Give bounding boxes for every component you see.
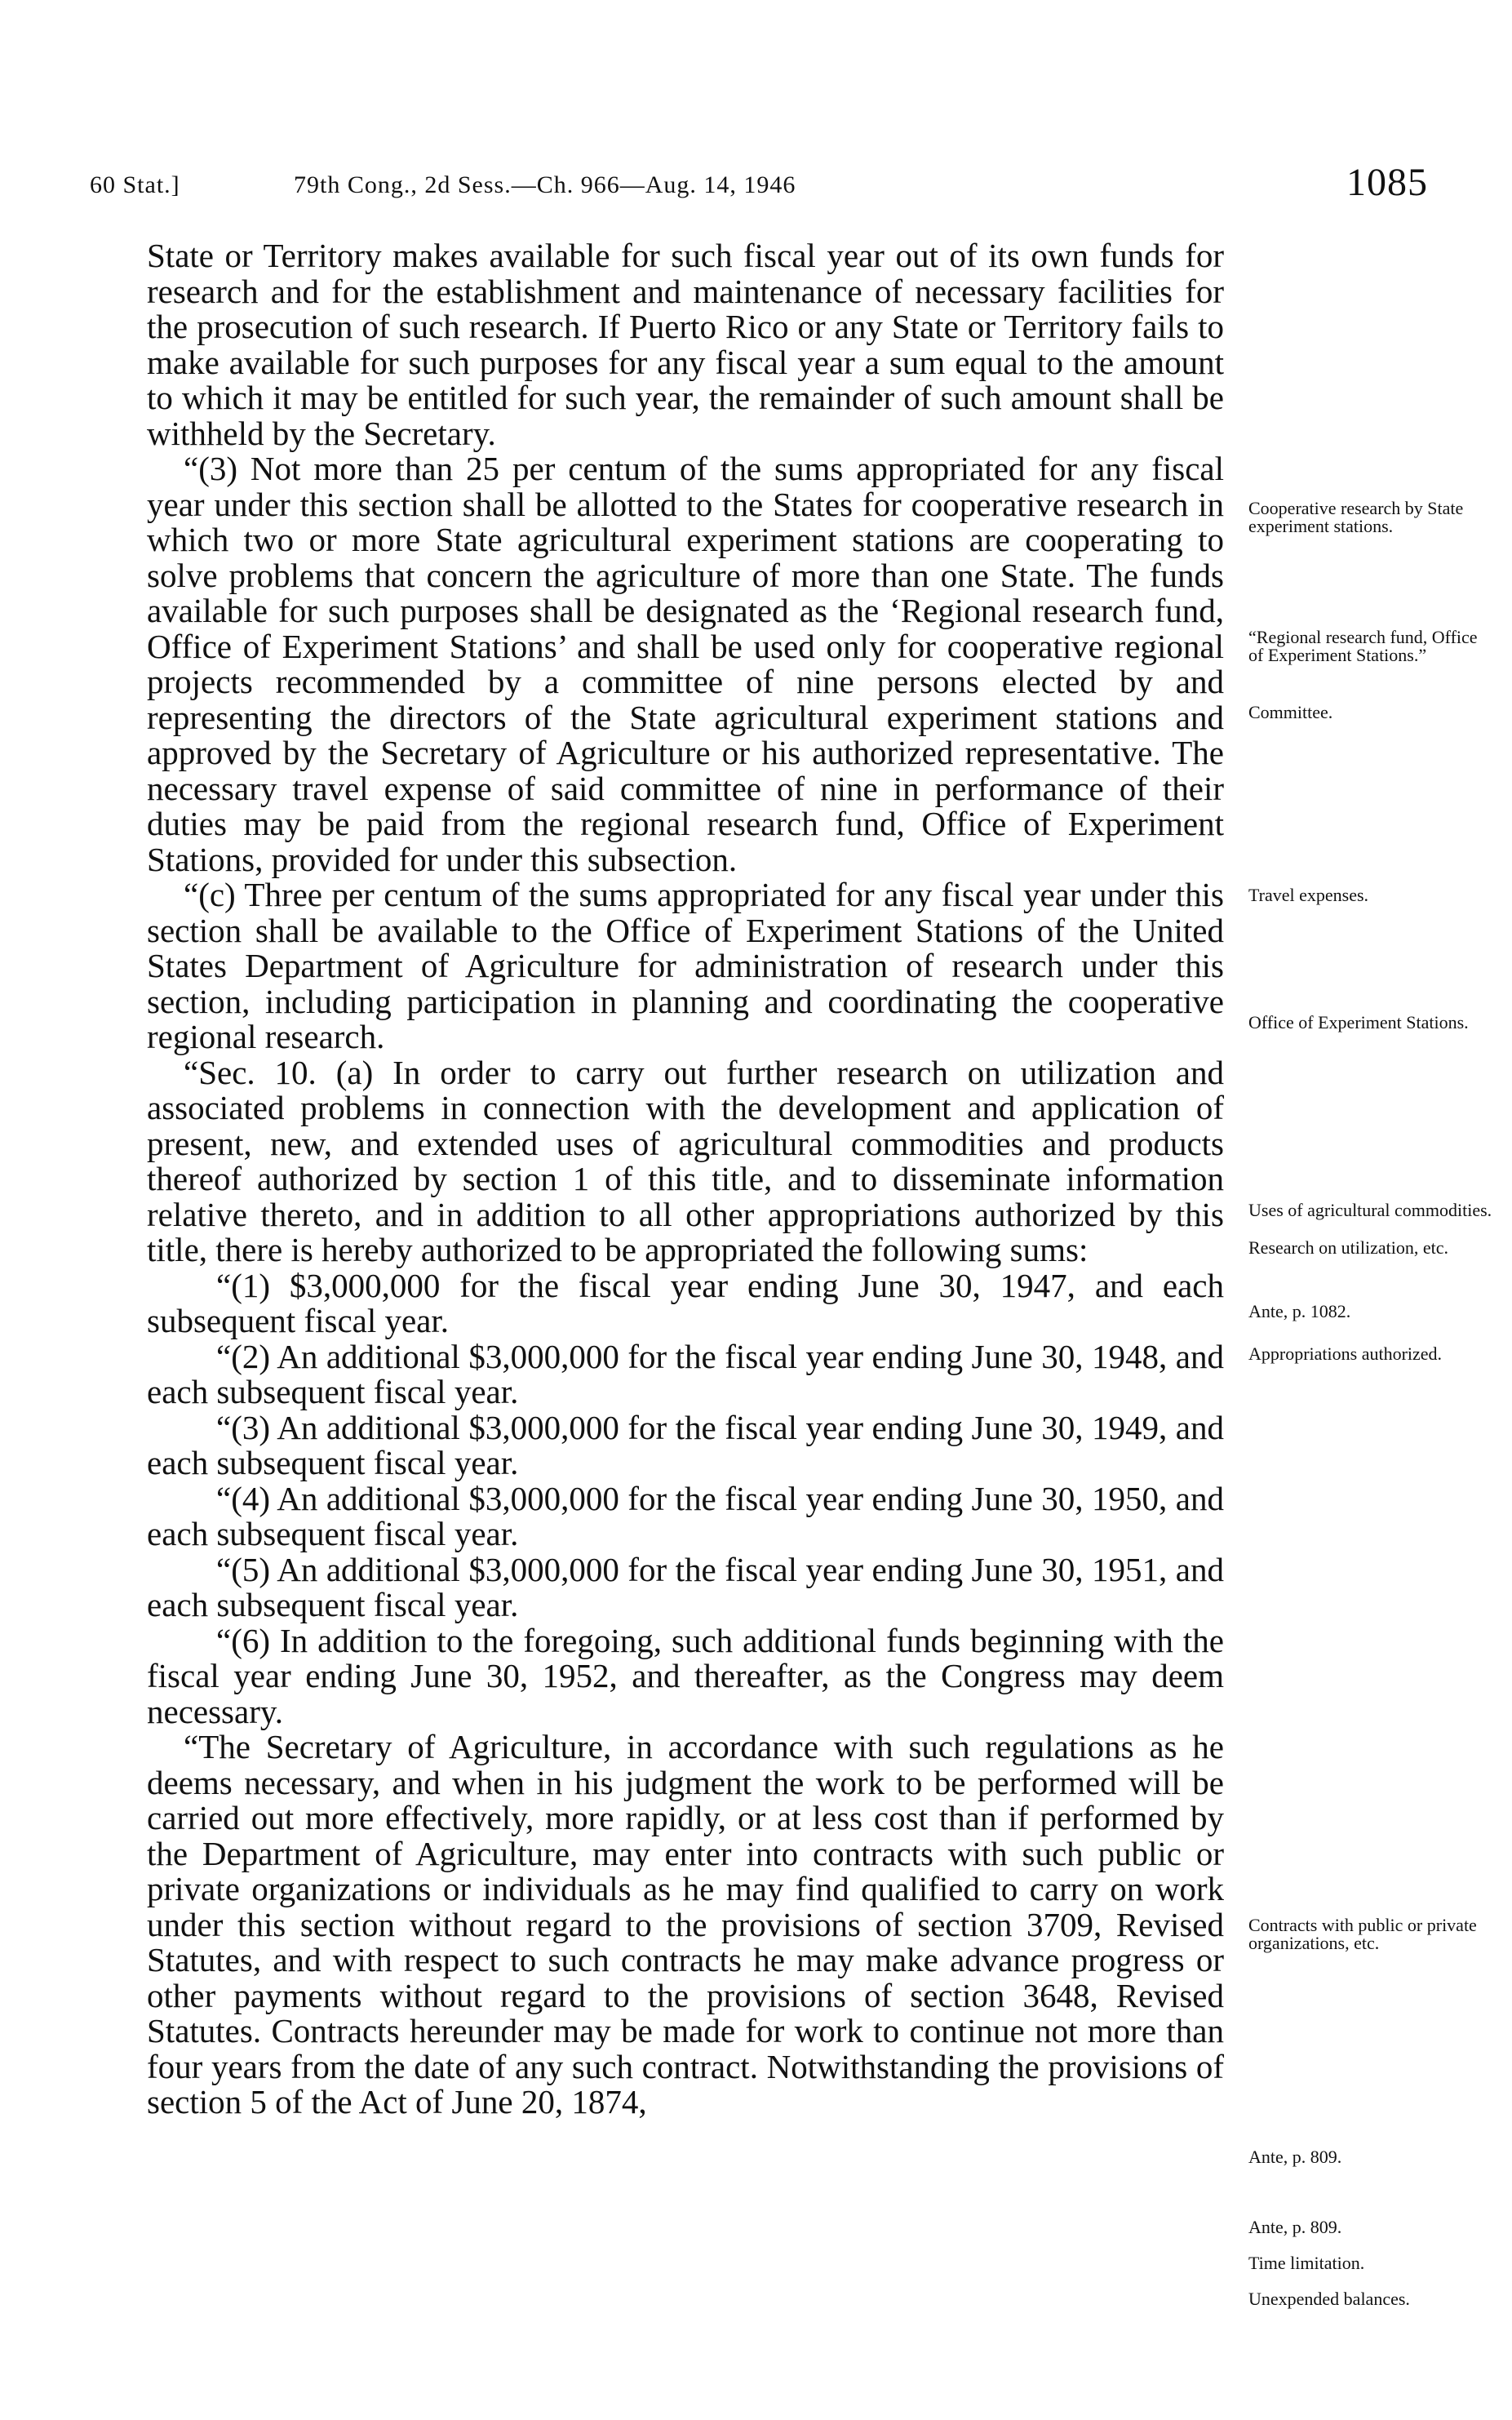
- margin-note-cooperative-research: Cooperative research by State experiment stations.: [1248, 498, 1464, 536]
- margin-note-committee: Committee.: [1248, 702, 1333, 722]
- volume-reference: 60 Stat.]: [90, 171, 180, 198]
- margin-note-research-utilization: Research on utilization, etc.: [1248, 1237, 1448, 1258]
- paragraph-cooperative-research: “(3) Not more than 25 per centum of the sums appropriated for any fiscal year under this section shall be allotted to the States for cooperative research in which two or more State agricultural experiment stations are cooperating to solve problems that concern the agriculture of more than one State. The funds available for such purposes shall be designated as the ‘Regional research fund, Office of Experiment Stations’ and shall be used only for cooperative regional projects recommended by a committee of nine persons elected by and representing the directors of the State agricultural experiment stations and approved by the Secretary of Agriculture or his authorized representative. The necessary travel expense of said committee of nine in performance of their duties may be paid from the regional research fund, Office of Experiment Stations, provided for under this subsection.: [147, 450, 1224, 878]
- running-header: [90, 163, 1428, 212]
- margin-note-contracts: Contracts with public or private organizations, etc.: [1248, 1915, 1477, 1953]
- margin-note-appropriations: Appropriations authorized.: [1248, 1343, 1443, 1364]
- margin-note-office-experiment-stations: Office of Experiment Stations.: [1248, 1012, 1469, 1032]
- paragraph-item-4: “(4) An additional $3,000,000 for the fiscal year ending June 30, 1950, and each subsequent fiscal year.: [147, 1479, 1224, 1552]
- margin-note-ante-809-b: Ante, p. 809.: [1248, 2217, 1342, 2237]
- margin-note-ante-1082: Ante, p. 1082.: [1248, 1301, 1351, 1321]
- page-number: 1085: [1346, 161, 1428, 204]
- margin-note-time-limitation: Time limitation.: [1248, 2253, 1365, 2273]
- paragraph-state-funds: State or Territory makes available for such fiscal year out of its own funds for research and for the establishment and maintenance of necessary facilities for the prosecution of such research. If Puerto Rico or any State or Territory fails to make available for such purposes for any fiscal year a sum equal to the amount to which it may be entitled for such year, the remainder of such amount shall be withheld by the Secretary.: [147, 237, 1224, 452]
- statute-body: [147, 238, 1224, 2120]
- paragraph-item-2: “(2) An additional $3,000,000 for the fiscal year ending June 30, 1948, and each subsequent fiscal year.: [147, 1337, 1224, 1410]
- margin-note-uses-agricultural: Uses of agricultural commodities.: [1248, 1200, 1492, 1220]
- paragraph-item-6: “(6) In addition to the foregoing, such additional funds beginning with the fiscal year ending June 30, 1952, and thereafter, as the Congress may deem necessary.: [147, 1621, 1224, 1730]
- margin-note-regional-fund: “Regional research fund, Office of Experiment Stations.”: [1248, 627, 1478, 665]
- margin-note-ante-809-a: Ante, p. 809.: [1248, 2147, 1342, 2167]
- margin-note-travel-expenses: Travel expenses.: [1248, 885, 1369, 905]
- paragraph-office-experiment-stations: “(c) Three per centum of the sums appropriated for any fiscal year under this section shall be available to the Office of Experiment Stations of the United States Department of Agriculture for administration of research under this section, including participation in planning and coordinating the cooperative regional research.: [147, 876, 1224, 1055]
- paragraph-item-5: “(5) An additional $3,000,000 for the fiscal year ending June 30, 1951, and each subsequent fiscal year.: [147, 1550, 1224, 1623]
- paragraph-item-3: “(3) An additional $3,000,000 for the fiscal year ending June 30, 1949, and each subsequent fiscal year.: [147, 1408, 1224, 1481]
- paragraph-contracts: “The Secretary of Agriculture, in accordance with such regulations as he deems necessary, and when in his judgment the work to be performed will be carried out more effectively, more rapidly, or at less cost than if performed by the Department of Agriculture, may enter into contracts with such public or private organizations or individuals as he may find qualified to carry on work under this section without regard to the provisions of section 3709, Revised Statutes, and with respect to such contracts he may make advance progress or other payments without regard to the provisions of section 3648, Revised Statutes. Contracts hereunder may be made for work to continue not more than four years from the date of any such contract. Notwithstanding the provisions of section 5 of the Act of June 20, 1874,: [147, 1728, 1224, 2120]
- paragraph-item-1: “(1) $3,000,000 for the fiscal year ending June 30, 1947, and each subsequent fiscal year.: [147, 1266, 1224, 1339]
- paragraph-sec-10: “Sec. 10. (a) In order to carry out further research on utilization and associated problems in connection with the development and application of present, new, and extended uses of agricultural commodities and products thereof authorized by section 1 of this title, and to disseminate information relative thereto, and in addition to all other appropriations authorized by this title, there is hereby authorized to be appropriated the following sums:: [147, 1053, 1224, 1268]
- margin-note-unexpended-balances: Unexpended balances.: [1248, 2289, 1410, 2309]
- session-chapter-date: 79th Cong., 2d Sess.—Ch. 966—Aug. 14, 1946: [294, 171, 796, 198]
